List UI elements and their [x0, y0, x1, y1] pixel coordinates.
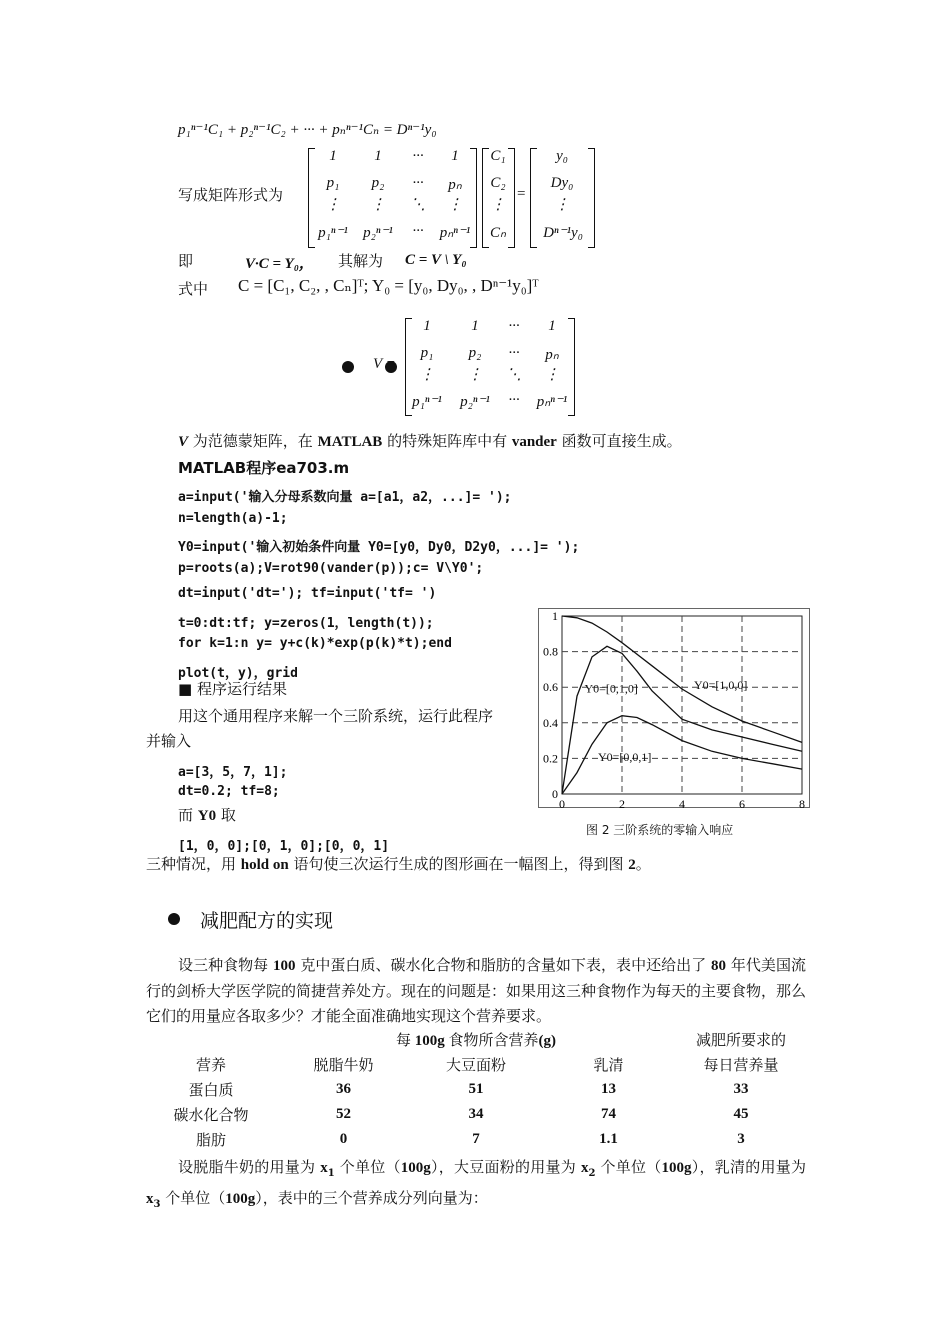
matrix-cell: 1 [471, 318, 479, 334]
matrix-cell: p₂ [371, 175, 385, 191]
x-tick-label: 8 [799, 797, 805, 808]
vector-cell: Dⁿ⁻¹y₀ [543, 225, 583, 241]
table-row [146, 1127, 806, 1152]
matrix-cell: p₂ [468, 345, 482, 361]
food-header: 脱脂牛奶 [313, 1058, 374, 1074]
vector-y-bracket-right [588, 148, 595, 248]
code-line: t=0:dt:tf; y=zeros(1，length(t)); [178, 616, 434, 631]
matrix-cell: p₁ⁿ⁻¹ [318, 225, 348, 241]
table-cell: 1.1 [599, 1131, 618, 1147]
shizhong-label: 式中 [178, 280, 209, 298]
table-cell: 0 [339, 1131, 348, 1147]
food-header: 大豆面粉 [445, 1058, 506, 1074]
code-line: Y0=input('输入初始条件向量 Y0=[y0，Dy0，D2y0，...]= '); [178, 540, 580, 555]
matrix-cell: ⋮ [325, 197, 341, 213]
series-label: Y0=[0,0,1] [598, 750, 652, 765]
matrix-cell: ⋱ [410, 197, 426, 213]
y0-values: [1，0，0];[0，1，0];[0，0，1] [178, 839, 390, 854]
program-title: MATLAB程序ea703.m [178, 459, 350, 477]
series-label: Y0=[0,1,0] [584, 681, 638, 696]
matrix-cell: p₂ⁿ⁻¹ [460, 394, 490, 410]
vector-cell: C₂ [490, 175, 506, 191]
food-header: 乳清 [593, 1058, 624, 1074]
equals-sign: = [517, 186, 526, 202]
table-cell: 45 [733, 1106, 749, 1122]
group-header: 每 100g 食物所含营养(g) [395, 1033, 557, 1049]
final-paragraph: 设脱脂牛奶的用量为 $x_1$ 个单位（100g），大豆面粉的用量为 $x_2$ 个单位（100g），乳清的用量为 $x_3$ 个单位（100g），表中的三个营养成分列向量为： [146, 1158, 806, 1210]
vector-cell: y₀ [556, 148, 568, 164]
matrix-cell: ··· [412, 175, 424, 191]
y-tick-label: 1 [552, 609, 558, 623]
x-tick-label: 0 [559, 797, 565, 808]
matrix-cell: 1 [548, 318, 556, 334]
nutrient-name: 碳水化合物 [173, 1108, 249, 1124]
result-paragraph-line2: 并输入 [146, 732, 192, 750]
code-line: for k=1:n y= y+c(k)*exp(p(k)*t);end [178, 636, 452, 651]
matrix-cell: pₙ [448, 177, 462, 193]
series-label: Y0=[1,0,0] [694, 677, 748, 692]
definitions: C = [C₁, C₂, , Cₙ]ᵀ; Y₀ = [y₀, Dy₀, , Dⁿ⁻¹y₀]ᵀ [238, 276, 539, 295]
chart-caption: 图 2 三阶系统的零输入响应 [586, 823, 734, 837]
vander-paragraph: V 为范德蒙矩阵，在 MATLAB 的特殊矩阵库中有 vander 函数可直接生成。 [178, 432, 682, 450]
code-line: plot(t，y)，grid [178, 666, 298, 681]
vector-cell: ⋮ [554, 197, 570, 213]
nutrition-table [146, 1027, 806, 1152]
matrix-cell: ··· [508, 392, 520, 408]
section-bullet-icon [168, 913, 180, 925]
matrix-cell: ··· [412, 148, 424, 164]
req-header-2: 每日营养量 [703, 1058, 779, 1074]
matrix-form-label: 写成矩阵形式为 [178, 186, 284, 204]
code-line: a=input('输入分母系数向量 a=[a1，a2，...]= '); [178, 490, 512, 505]
vector-cell: Dy₀ [550, 175, 574, 191]
matrix-v-definition [410, 318, 570, 414]
matrix-cell: ⋱ [506, 367, 522, 383]
matrix-cell: p₁ [420, 345, 434, 361]
matrix-cell: ⋮ [544, 367, 560, 383]
input-line: dt=0.2; tf=8; [178, 784, 280, 799]
matrix-cell: pₙⁿ⁻¹ [439, 225, 471, 241]
x-tick-label: 4 [679, 797, 685, 808]
input-line: a=[3，5，7，1]; [178, 765, 288, 780]
vector-cell: C₁ [490, 148, 506, 164]
matrix-cell: ··· [508, 345, 520, 361]
matrix-cell: 1 [374, 148, 382, 164]
y-tick-label: 0 [552, 787, 558, 801]
matrix-bracket-right [470, 148, 477, 248]
nutrient-name: 脂肪 [195, 1133, 226, 1149]
equation-top-line: p₁ⁿ⁻¹C₁ + p₂ⁿ⁻¹C₂ + ··· + pₙⁿ⁻¹Cₙ = Dⁿ⁻¹y₀ [178, 122, 437, 138]
x-tick-label: 6 [739, 797, 745, 808]
table-cell: 52 [336, 1106, 351, 1122]
y-tick-label: 0.2 [543, 751, 558, 766]
vector-cell: ⋮ [490, 197, 506, 213]
matrix-cell: ⋮ [370, 197, 386, 213]
matrix-cell: ··· [412, 223, 424, 239]
solution-label: 其解为 [338, 252, 384, 270]
result-heading: ■ 程序运行结果 [178, 680, 287, 698]
matrix-cell: pₙⁿ⁻¹ [536, 394, 568, 410]
code-line: n=length(a)-1; [178, 511, 288, 526]
response-chart [538, 608, 810, 808]
section-heading: 减肥配方的实现 [200, 910, 334, 932]
y-tick-label: 0.4 [543, 715, 558, 730]
y-tick-label: 0.8 [543, 644, 558, 659]
table-cell: 74 [601, 1106, 616, 1122]
matrix-cell: p₁ [326, 175, 340, 191]
vector-cell: Cₙ [490, 225, 506, 241]
matrix-cell: p₁ⁿ⁻¹ [412, 394, 442, 410]
x-tick-label: 2 [619, 797, 625, 808]
three-cases-paragraph: 三种情况，用 hold on 语句使三次运行生成的图形画在一幅图上，得到图 2。 [146, 855, 651, 873]
matrix-cell: ··· [508, 318, 520, 334]
matrix-cell: pₙ [545, 347, 559, 363]
matrix2-bracket-right [568, 318, 575, 416]
code-line: dt=input('dt='); tf=input('tf= ') [178, 586, 437, 601]
matrix-cell: p₂ⁿ⁻¹ [363, 225, 393, 241]
code-line: p=roots(a);V=rot90(vander(p));c= V\Y0'; [178, 561, 484, 576]
matrix-cell: 1 [423, 318, 431, 334]
matrix-cell: ⋮ [447, 197, 463, 213]
nutrient-name: 蛋白质 [188, 1083, 234, 1099]
nutrient-header: 营养 [195, 1058, 226, 1074]
table-cell: 3 [737, 1131, 745, 1147]
vector-c-bracket-right [508, 148, 515, 248]
vector-y [532, 148, 592, 246]
matrix-v [313, 148, 473, 246]
table-row [146, 1077, 806, 1102]
y-tick-label: 0.6 [543, 680, 558, 695]
matrix-cell: 1 [451, 148, 459, 164]
table-cell: 7 [472, 1131, 480, 1147]
result-paragraph-line1: 用这个通用程序来解一个三阶系统，运行此程序 [178, 707, 494, 725]
y0-label: 而 Y0 取 [178, 806, 236, 824]
bullet-icon [342, 361, 354, 373]
vc-equation: V·C = Y₀， [245, 256, 314, 272]
ji-label: 即 [178, 252, 194, 270]
table-cell: 36 [336, 1081, 351, 1097]
table-cell: 13 [601, 1081, 616, 1097]
solution: C = V \ Y₀ [405, 252, 467, 268]
table-cell: 51 [468, 1081, 484, 1097]
req-header-1: 减肥所要求的 [695, 1033, 786, 1049]
table-cell: 34 [468, 1106, 484, 1122]
table-row [146, 1102, 806, 1127]
matrix-cell: 1 [329, 148, 337, 164]
v-def-label: V = [373, 356, 396, 372]
matrix-cell: ⋮ [467, 367, 483, 383]
matrix-cell: ⋮ [419, 367, 435, 383]
table-cell: 33 [733, 1081, 749, 1097]
section-paragraph: 设三种食物每 100 克中蛋白质、碳水化合物和脂肪的含量如下表，表中还给出了 80 年代美国流行的剑桥大学医学院的简捷营养处方。现在的问题是：如果用这三种食物作为每天的主要食物，那么它们的用量应各取多少？才能全面准确地实现这个营养要求。 [146, 956, 807, 1025]
